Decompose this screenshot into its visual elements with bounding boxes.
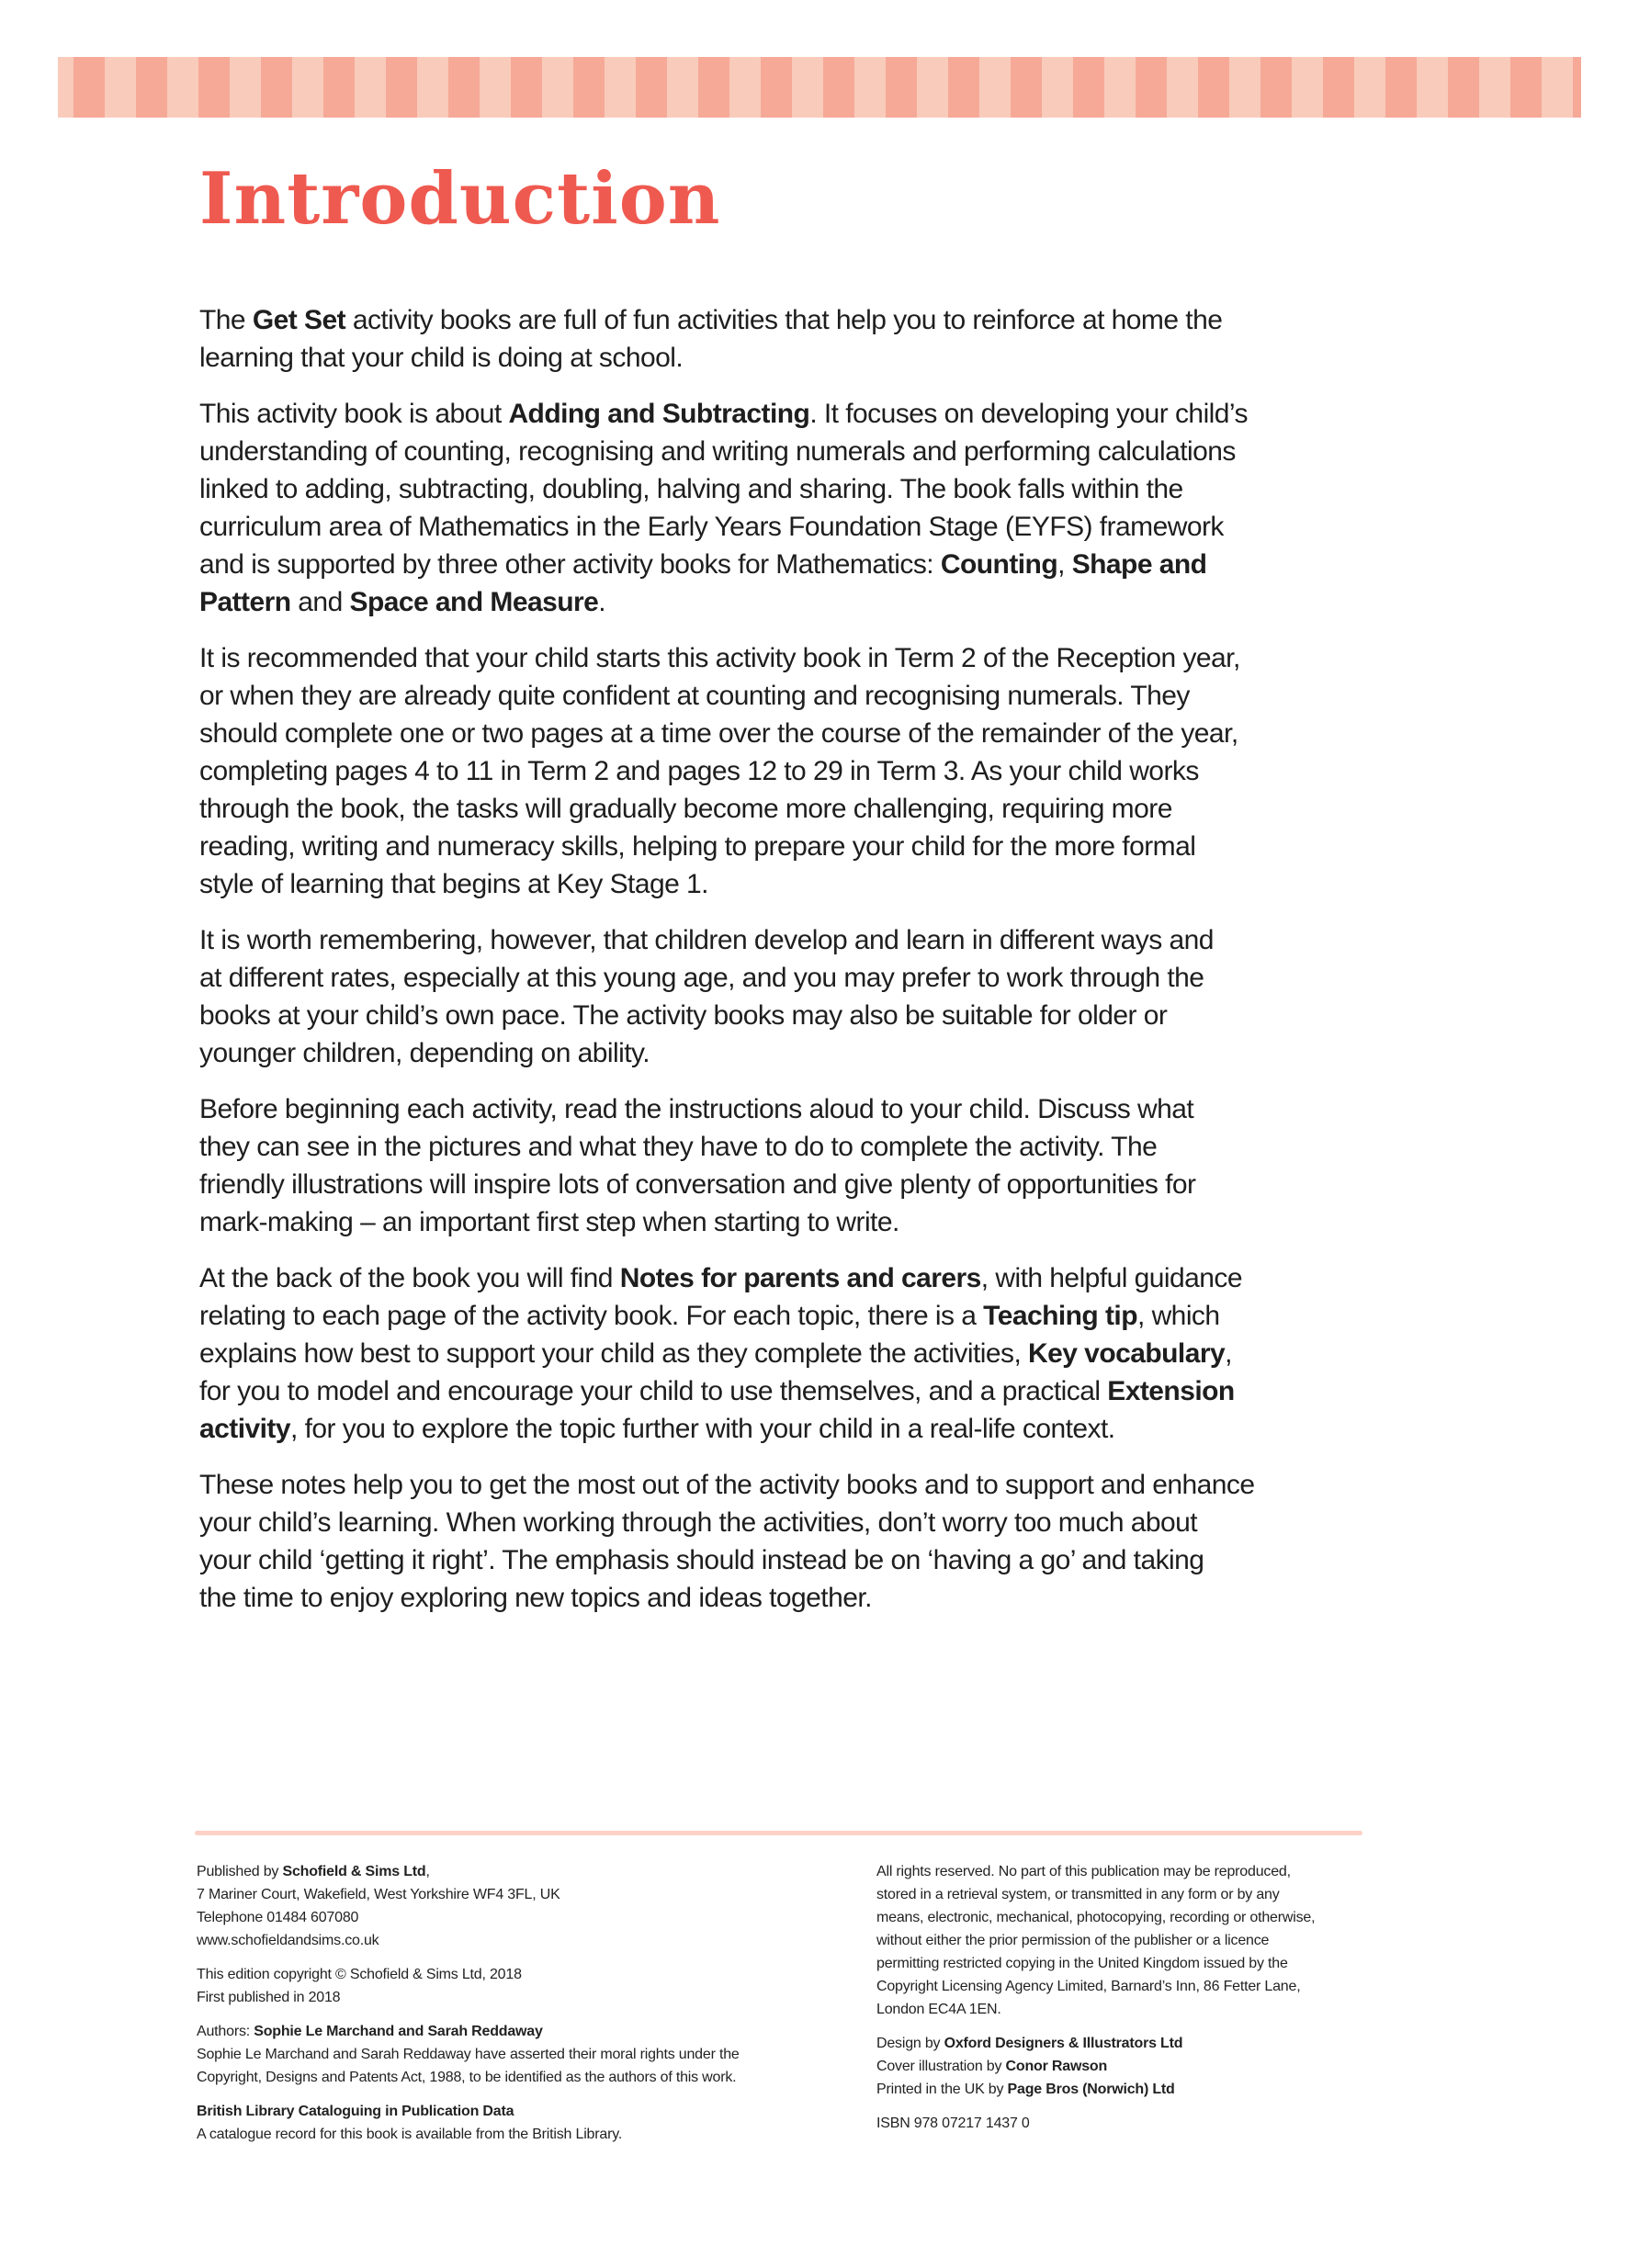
text-line (876, 2032, 1391, 2055)
text-line (197, 1906, 840, 1929)
bold-text-run: Get Set (252, 305, 346, 335)
text-line (876, 1975, 1391, 1998)
text-run: All rights reserved. No part of this publication may be reproduced, (876, 1864, 1291, 1879)
bold-text-run: Extension (1107, 1376, 1235, 1406)
bold-text-run: Space and Measure (349, 587, 599, 617)
text-run: Copyright Licensing Agency Limited, Barnard’s Inn, 86 Fetter Lane, (876, 1979, 1301, 1994)
text-run: they can see in the pictures and what they have to do to complete the activity. The (199, 1132, 1158, 1162)
footer-block (197, 2100, 840, 2146)
text-run: ISBN 978 07217 1437 0 (876, 2116, 1030, 2131)
text-line (876, 1906, 1391, 1929)
text-line (199, 1541, 1385, 1579)
text-line (199, 433, 1385, 470)
text-run: London EC4A 1EN. (876, 2002, 1001, 2017)
text-line (199, 1034, 1385, 1072)
bold-text-run: activity (199, 1414, 290, 1444)
text-run: learning that your child is doing at school. (199, 343, 684, 373)
footer-block (876, 2112, 1391, 2135)
bold-text-run: Notes for parents and carers (619, 1263, 981, 1293)
text-run: This edition copyright © Schofield & Sims Ltd, 2018 (197, 1967, 522, 1982)
text-run: www.schofieldandsims.co.uk (197, 1933, 379, 1948)
footer-block (197, 2020, 840, 2089)
text-line (199, 1579, 1385, 1617)
text-line (199, 470, 1385, 508)
text-run: completing pages 4 to 11 in Term 2 and pages 12 to 29 in Term 3. As your child works (199, 756, 1199, 786)
text-line (197, 2066, 840, 2089)
text-line (199, 1259, 1385, 1297)
text-line (876, 1883, 1391, 1906)
page-title: Introduction (199, 157, 721, 241)
text-run: means, electronic, mechanical, photocopying, recording or otherwise, (876, 1910, 1316, 1925)
text-run: At the back of the book you will find (199, 1263, 620, 1293)
text-line (199, 339, 1385, 377)
text-run: permitting restricted copying in the United Kingdom issued by the (876, 1956, 1288, 1971)
body-paragraph (199, 639, 1385, 903)
text-run: through the book, the tasks will gradually become more challenging, requiring more (199, 794, 1172, 824)
text-run: Cover illustration by (876, 2059, 1006, 2074)
text-line (197, 1963, 840, 1986)
text-run: Telephone 01484 607080 (197, 1910, 359, 1925)
text-line (876, 1952, 1391, 1975)
text-line (199, 1466, 1385, 1504)
text-run: without either the prior permission of the publisher or a licence (876, 1933, 1270, 1948)
footer-block (197, 1963, 840, 2009)
text-line (199, 997, 1385, 1034)
text-line (199, 301, 1385, 339)
text-run: Before beginning each activity, read the instructions aloud to your child. Discuss what (199, 1094, 1194, 1124)
text-line (199, 1297, 1385, 1335)
bold-text-run: Schofield & Sims Ltd (282, 1864, 426, 1879)
text-line (197, 1883, 840, 1906)
text-line (876, 2112, 1391, 2135)
text-run: friendly illustrations will inspire lots of conversation and give plenty of opportunities for (199, 1169, 1196, 1200)
text-line (199, 1128, 1385, 1166)
text-line (199, 1335, 1385, 1372)
text-line (199, 865, 1385, 903)
decorative-stripe-banner (58, 57, 1581, 118)
text-line (197, 1860, 840, 1883)
bold-text-run: Pattern (199, 587, 291, 617)
text-line (876, 1929, 1391, 1952)
text-line (199, 1203, 1385, 1241)
text-line (197, 1929, 840, 1952)
bold-text-run: Key vocabulary (1028, 1338, 1226, 1369)
introduction-body (199, 301, 1385, 1635)
text-run: your child’s learning. When working through the activities, don’t worry too much about (199, 1507, 1198, 1538)
text-run: and is supported by three other activity books for Mathematics: (199, 549, 941, 580)
body-paragraph (199, 301, 1385, 377)
text-run: mark-making – an important first step when starting to write. (199, 1207, 899, 1237)
text-run: , (1057, 549, 1072, 580)
text-run: explains how best to support your child as they complete the activities, (199, 1338, 1029, 1369)
text-run: the time to enjoy exploring new topics and ideas together. (199, 1583, 872, 1613)
text-run: It is worth remembering, however, that children develop and learn in different ways and (199, 925, 1214, 955)
text-run: activity books are full of fun activities that help you to reinforce at home the (345, 305, 1223, 335)
text-line (199, 395, 1385, 433)
text-line (876, 2078, 1391, 2101)
text-run: style of learning that begins at Key Stage 1. (199, 869, 708, 899)
text-line (197, 2043, 840, 2066)
text-line (199, 583, 1385, 621)
text-line (199, 1372, 1385, 1410)
text-run: Copyright, Designs and Patents Act, 1988, to be identified as the authors of this work. (197, 2070, 737, 2085)
text-run: It is recommended that your child starts this activity book in Term 2 of the Reception year, (199, 643, 1240, 673)
bold-text-run: British Library Cataloguing in Publication Data (197, 2104, 514, 2119)
text-line (199, 1504, 1385, 1541)
text-run: Authors: (197, 2024, 254, 2039)
text-line (199, 1166, 1385, 1203)
text-line (197, 1986, 840, 2009)
body-paragraph (199, 1259, 1385, 1448)
text-line (197, 2123, 840, 2146)
footer-block (876, 2032, 1391, 2101)
text-line (199, 677, 1385, 715)
text-run: linked to adding, subtracting, doubling, halving and sharing. The book falls within the (199, 474, 1183, 504)
text-run: 7 Mariner Court, Wakefield, West Yorkshire WF4 3FL, UK (197, 1887, 560, 1902)
text-run: should complete one or two pages at a time over the course of the remainder of the year, (199, 718, 1238, 749)
text-run: Published by (197, 1864, 283, 1879)
text-run: The (199, 305, 253, 335)
text-run: , (425, 1864, 430, 1879)
text-run: books at your child’s own pace. The activity books may also be suitable for older or (199, 1000, 1168, 1031)
text-run: Sophie Le Marchand and Sarah Reddaway have asserted their moral rights under the (197, 2047, 740, 2062)
text-run: Printed in the UK by (876, 2082, 1008, 2097)
text-line (197, 2020, 840, 2043)
body-paragraph (199, 1466, 1385, 1617)
text-line (199, 790, 1385, 828)
text-run: , which (1137, 1301, 1220, 1331)
text-run: for you to model and encourage your child to use themselves, and a practical (199, 1376, 1108, 1406)
text-run: and (290, 587, 350, 617)
text-line (199, 752, 1385, 790)
bold-text-run: Conor Rawson (1005, 2059, 1108, 2074)
bold-text-run: Sophie Le Marchand and Sarah Reddaway (254, 2024, 543, 2039)
text-run: , with helpful guidance (980, 1263, 1243, 1293)
footer-block (197, 1860, 840, 1952)
text-run: relating to each page of the activity book. For each topic, there is a (199, 1301, 984, 1331)
rights-info-column (876, 1860, 1391, 2146)
text-line (199, 828, 1385, 865)
text-line (199, 1410, 1385, 1448)
text-run: younger children, depending on ability. (199, 1038, 650, 1068)
text-line (199, 1090, 1385, 1128)
text-line (199, 639, 1385, 677)
text-line (199, 959, 1385, 997)
text-run: reading, writing and numeracy skills, helping to prepare your child for the more formal (199, 831, 1196, 862)
text-run: . (598, 587, 606, 617)
text-line (199, 921, 1385, 959)
text-run: , (1225, 1338, 1232, 1369)
text-line (199, 508, 1385, 546)
text-run: This activity book is about (199, 399, 509, 429)
bold-text-run: Oxford Designers & Illustrators Ltd (944, 2036, 1183, 2051)
text-run: A catalogue record for this book is available from the British Library. (197, 2127, 623, 2142)
text-run: at different rates, especially at this young age, and you may prefer to work through the (199, 963, 1204, 993)
bold-text-run: Shape and (1071, 549, 1207, 580)
body-paragraph (199, 1090, 1385, 1241)
text-run: or when they are already quite confident at counting and recognising numerals. They (199, 681, 1190, 711)
text-run: understanding of counting, recognising and writing numerals and performing calculations (199, 436, 1236, 467)
footer-block (876, 1860, 1391, 2021)
body-paragraph (199, 921, 1385, 1072)
text-line (199, 715, 1385, 752)
text-line (199, 546, 1385, 583)
text-line (876, 1860, 1391, 1883)
text-line (876, 2055, 1391, 2078)
text-line (197, 2100, 840, 2123)
publisher-info-column (197, 1860, 840, 2157)
text-run: First published in 2018 (197, 1990, 341, 2005)
text-run: stored in a retrieval system, or transmitted in any form or by any (876, 1887, 1280, 1902)
bold-text-run: Counting (940, 549, 1058, 580)
text-run: . It focuses on developing your child’s (809, 399, 1248, 429)
text-run: curriculum area of Mathematics in the Early Years Foundation Stage (EYFS) framework (199, 512, 1224, 542)
text-run: Design by (876, 2036, 944, 2051)
text-run: your child ‘getting it right’. The emphasis should instead be on ‘having a go’ and taking (199, 1545, 1204, 1575)
bold-text-run: Adding and Subtracting (508, 399, 810, 429)
bold-text-run: Teaching tip (983, 1301, 1137, 1331)
footer-divider (195, 1831, 1362, 1835)
bold-text-run: Page Bros (Norwich) Ltd (1007, 2082, 1175, 2097)
body-paragraph (199, 395, 1385, 621)
text-run: , for you to explore the topic further with your child in a real-life context. (290, 1414, 1115, 1444)
text-run: These notes help you to get the most out of the activity books and to support and enhance (199, 1470, 1255, 1500)
text-line (876, 1998, 1391, 2021)
